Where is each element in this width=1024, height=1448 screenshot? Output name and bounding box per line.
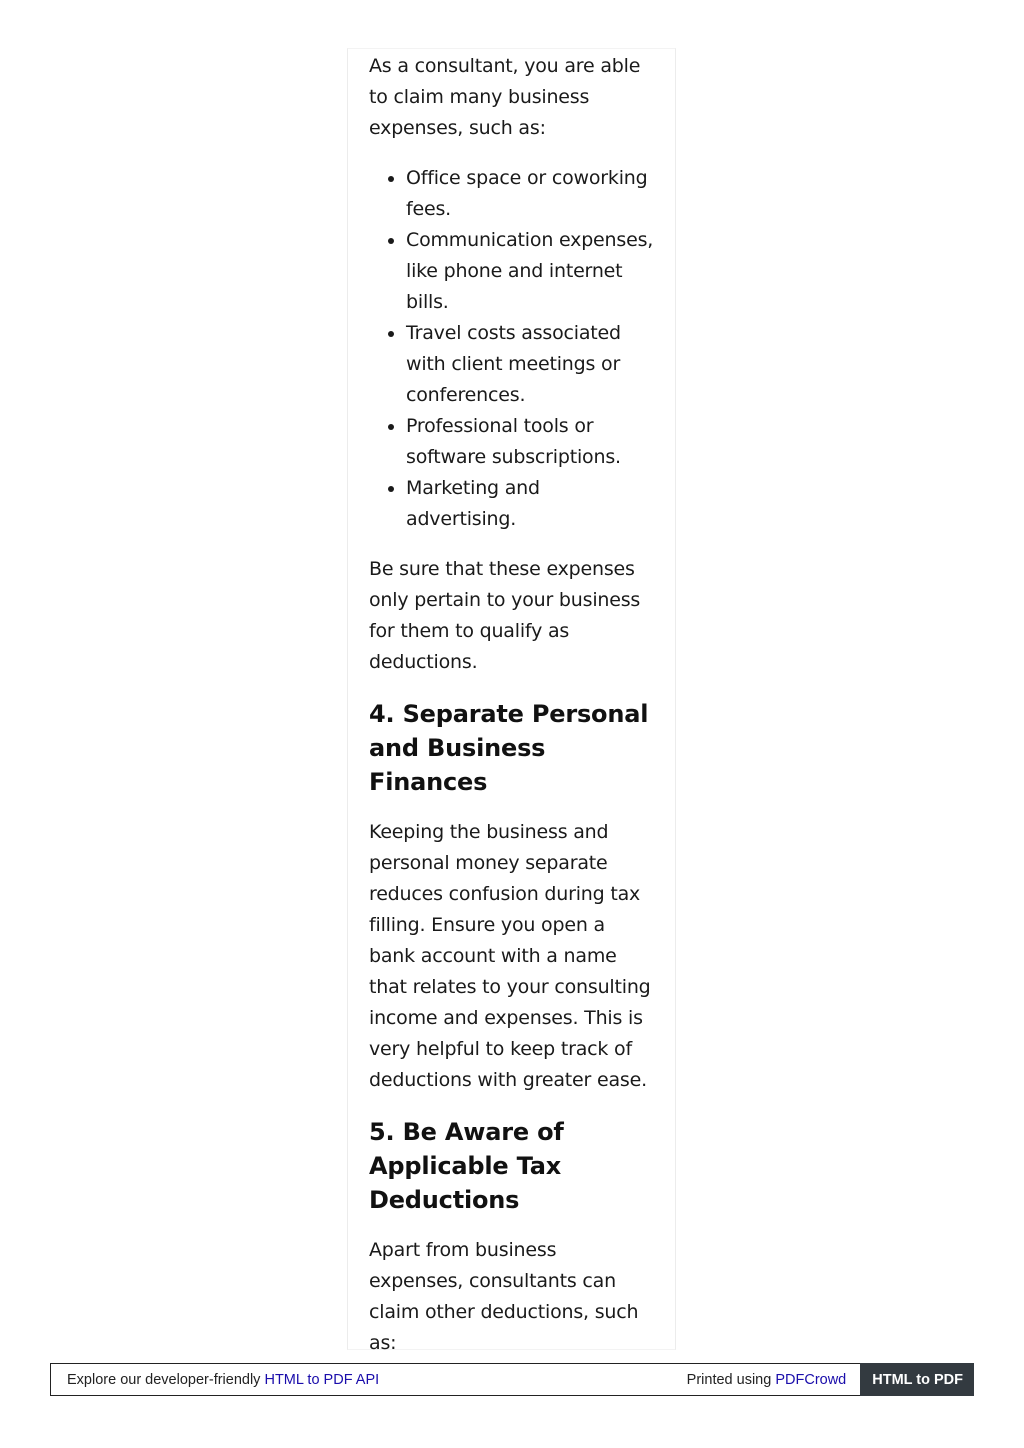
- footer-explore-text: Explore our developer-friendly: [67, 1371, 265, 1388]
- footer-printed: [687, 1372, 861, 1388]
- list-item: • Marketing and advertising.: [406, 473, 655, 535]
- pdfcrowd-link[interactable]: PDFCrowd: [775, 1371, 847, 1388]
- section-4-body: Keeping the business and personal money separate reduces confusion during tax filling. Ensure you open a bank account with a name that relates to your consulting income and expenses. This is very helpful to keep track of deductions with greater ease.: [369, 821, 651, 1091]
- list-item: • Office space or coworking fees.: [406, 163, 655, 225]
- expense-note-paragraph: Be sure that these expenses only pertain to your business for them to qualify as deductions.: [369, 558, 641, 673]
- list-item: • Travel costs associated with client meetings or conferences.: [406, 318, 655, 411]
- section-5-heading: 5. Be Aware of Applicable Tax Deductions: [369, 1118, 564, 1214]
- section-5-body: Apart from business expenses, consultants can claim other deductions, such as:: [369, 1239, 639, 1354]
- list-item: • Communication expenses, like phone and internet bills.: [406, 225, 655, 318]
- footer-printed-text: Printed using: [686, 1371, 776, 1388]
- article-column: [347, 48, 676, 1354]
- expense-list: [369, 163, 655, 535]
- section-4-heading: 4. Separate Personal and Business Finances: [369, 700, 649, 796]
- html-to-pdf-api-link[interactable]: HTML to PDF API: [264, 1371, 380, 1388]
- pdf-footer-bar: [50, 1363, 974, 1396]
- list-item: • Professional tools or software subscriptions.: [406, 411, 655, 473]
- footer-explore: [51, 1372, 687, 1388]
- intro-paragraph: As a consultant, you are able to claim many business expenses, such as:: [369, 55, 641, 139]
- html-to-pdf-badge[interactable]: HTML to PDF: [860, 1363, 974, 1396]
